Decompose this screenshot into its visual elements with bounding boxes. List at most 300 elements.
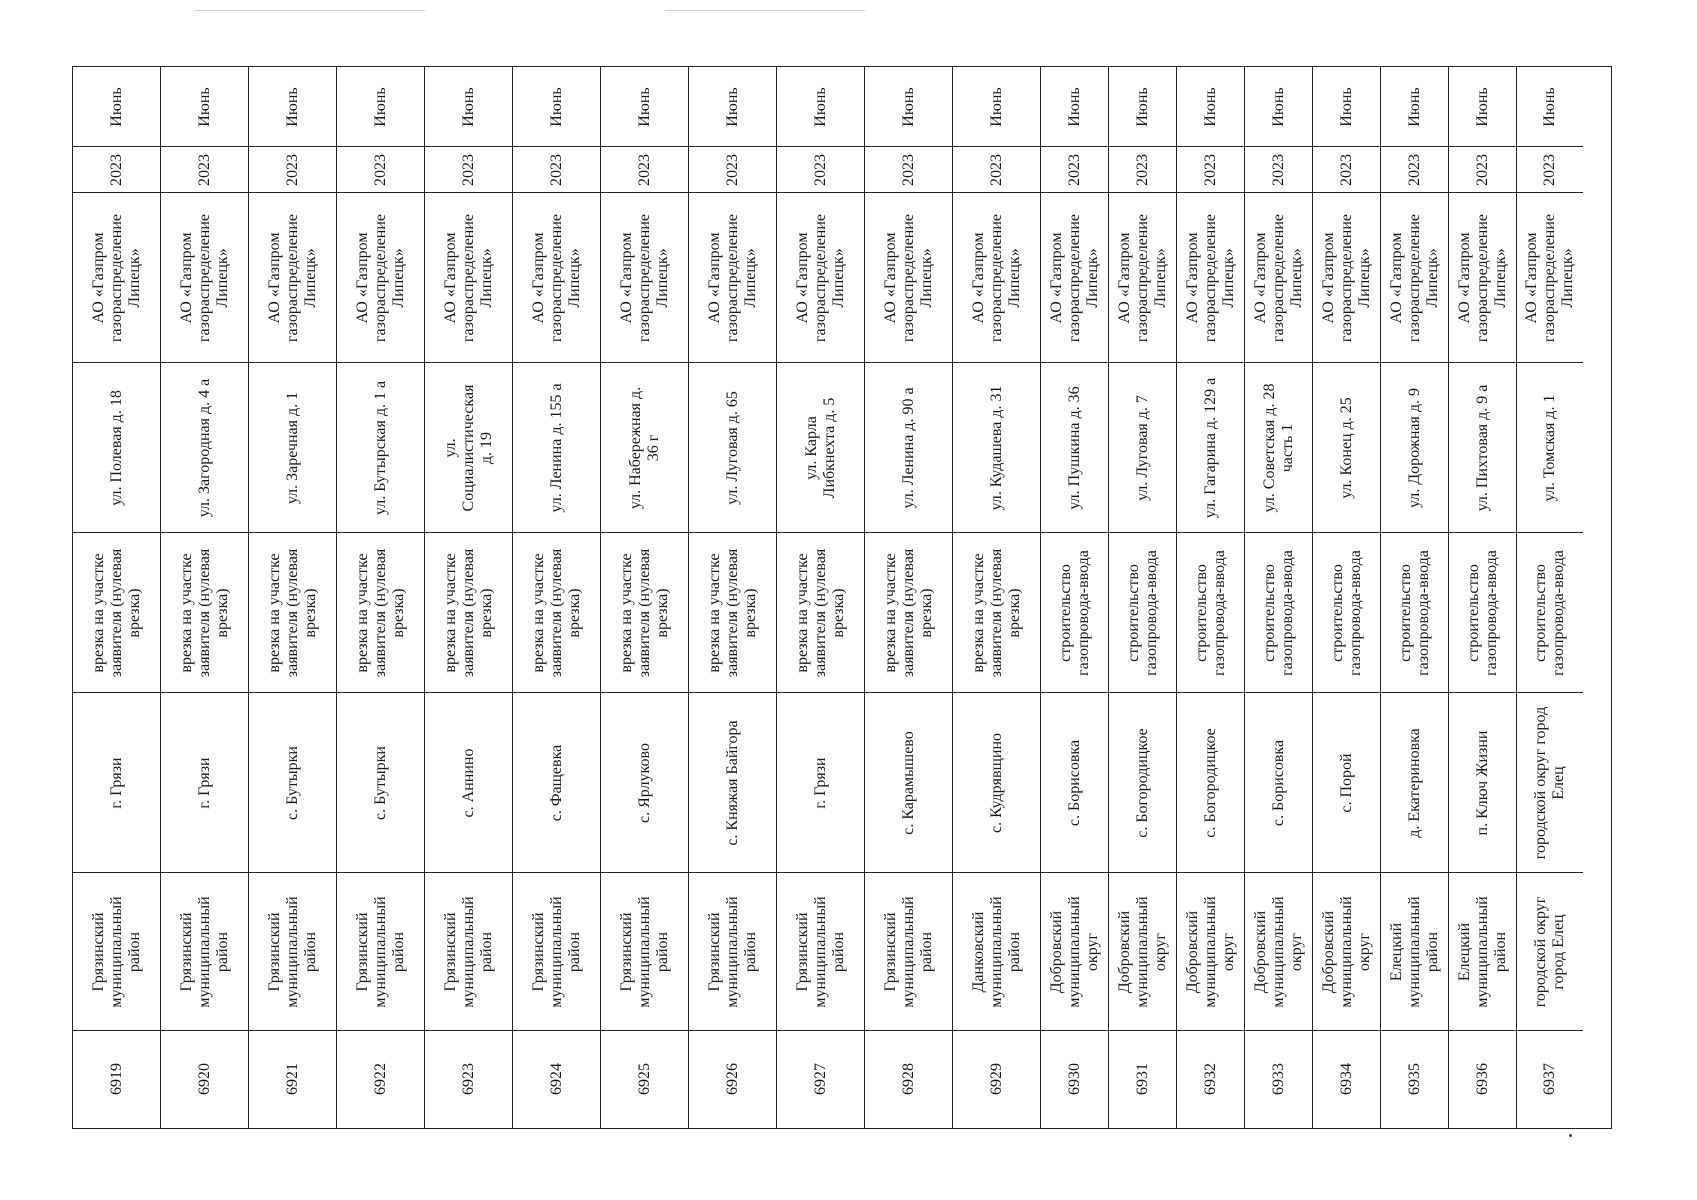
cell-district-text: Грязинский муниципальный район [793, 895, 847, 1008]
cell-month-text: Июнь [547, 86, 565, 127]
cell-district [953, 873, 1040, 1031]
cell-organization [1177, 193, 1244, 363]
cell-work-type [601, 533, 688, 693]
cell-settlement-text: с. Бутырки [283, 745, 301, 820]
cell-year-text: 2023 [1405, 153, 1423, 186]
cell-month-text: Июнь [1269, 86, 1287, 127]
cell-month-text: Июнь [723, 86, 741, 127]
cell-year [337, 147, 424, 193]
cell-address-text: ул. Гагарина д. 129 а [1201, 377, 1219, 518]
cell-settlement [865, 693, 952, 873]
table-row [1109, 67, 1177, 1128]
cell-settlement [777, 693, 864, 873]
cell-address-text: ул. Пихтовая д. 9 а [1473, 384, 1491, 511]
cell-number-text: 6928 [899, 1063, 917, 1095]
cell-work-type-text: строительство газопровода-ввода [1464, 549, 1500, 676]
cell-month-text: Июнь [459, 86, 477, 127]
cell-address-text: ул. Ленина д. 90 а [899, 386, 917, 509]
cell-number-text: 6925 [635, 1063, 653, 1095]
cell-organization-text: АО «Газпром газораспределение Липецк» [1183, 213, 1237, 342]
cell-settlement [1381, 693, 1448, 873]
cell-work-type [865, 533, 952, 693]
cell-organization-text: АО «Газпром газораспределение Липецк» [1387, 213, 1441, 342]
cell-organization-text: АО «Газпром газораспределение Липецк» [1047, 213, 1101, 342]
cell-organization [513, 193, 600, 363]
cell-organization [1449, 193, 1516, 363]
cell-work-type [1109, 533, 1176, 693]
cell-month-text: Июнь [1405, 86, 1423, 127]
cell-district [249, 873, 336, 1031]
cell-address-text: ул. Пушкина д. 36 [1065, 385, 1083, 510]
table-row [249, 67, 337, 1128]
cell-month-text: Июнь [811, 86, 829, 127]
cell-organization [1041, 193, 1108, 363]
cell-organization [337, 193, 424, 363]
cell-month [1109, 67, 1176, 147]
cell-organization-text: АО «Газпром газораспределение Липецк» [1319, 213, 1373, 342]
cell-district-text: Добровский муниципальный округ [1183, 895, 1237, 1008]
cell-organization-text: АО «Газпром газораспределение Липецк» [353, 213, 407, 342]
cell-number [1381, 1031, 1448, 1127]
cell-year-text: 2023 [987, 153, 1005, 186]
cell-work-type [513, 533, 600, 693]
cell-year-text: 2023 [1201, 153, 1219, 186]
cell-year-text: 2023 [195, 153, 213, 186]
cell-month [1177, 67, 1244, 147]
cell-work-type-text: врезка на участке заявителя (нулевая врезка) [441, 548, 495, 677]
cell-number [249, 1031, 336, 1127]
cell-month-text: Июнь [899, 86, 917, 127]
cell-year [249, 147, 336, 193]
cell-district-text: Грязинский муниципальный район [353, 895, 407, 1008]
cell-month [865, 67, 952, 147]
table-row [777, 67, 865, 1128]
cell-year-text: 2023 [1337, 153, 1355, 186]
cell-organization [1381, 193, 1448, 363]
cell-address [1381, 363, 1448, 533]
cell-district [1041, 873, 1108, 1031]
cell-address [1313, 363, 1380, 533]
cell-district-text: Данковский муниципальный район [969, 895, 1023, 1008]
cell-settlement-text: г. Грязи [195, 756, 213, 809]
cell-organization-text: АО «Газпром газораспределение Липецк» [1115, 213, 1169, 342]
cell-year [73, 147, 160, 193]
cell-number [1449, 1031, 1516, 1127]
cell-number-text: 6934 [1337, 1063, 1355, 1095]
cell-work-type [73, 533, 160, 693]
cell-organization-text: АО «Газпром газораспределение Липецк» [969, 213, 1023, 342]
table-row [953, 67, 1041, 1128]
cell-settlement [1177, 693, 1244, 873]
cell-year [1313, 147, 1380, 193]
cell-organization-text: АО «Газпром газораспределение Липецк» [1523, 213, 1576, 342]
cell-address [513, 363, 600, 533]
cell-year-text: 2023 [1269, 153, 1287, 186]
cell-organization [1109, 193, 1176, 363]
cell-month-text: Июнь [1337, 86, 1355, 127]
cell-district [513, 873, 600, 1031]
cell-address-text: ул. Социалистическая д. 19 [441, 384, 495, 511]
cell-district-text: Добровский муниципальный округ [1319, 895, 1373, 1008]
cell-month [689, 67, 776, 147]
cell-settlement-text: с. Ярлуково [635, 742, 653, 823]
cell-settlement [337, 693, 424, 873]
cell-district [1381, 873, 1448, 1031]
cell-number [1109, 1031, 1176, 1127]
cell-number-text: 6933 [1269, 1063, 1287, 1095]
cell-month [1381, 67, 1448, 147]
cell-settlement-text: д. Екатериновка [1405, 727, 1423, 838]
cell-district [161, 873, 248, 1031]
table-row [1381, 67, 1449, 1128]
cell-organization-text: АО «Газпром газораспределение Липецк» [617, 213, 671, 342]
cell-organization [953, 193, 1040, 363]
cell-settlement [601, 693, 688, 873]
cell-settlement [73, 693, 160, 873]
cell-settlement-text: с. Карамышево [899, 730, 917, 835]
cell-address-text: ул. Луговая д. 65 [723, 390, 741, 505]
cell-settlement-text: с. Богородицкое [1133, 727, 1151, 838]
cell-month [1449, 67, 1516, 147]
cell-number [1517, 1031, 1583, 1127]
cell-organization-text: АО «Газпром газораспределение Липецк» [265, 213, 319, 342]
cell-work-type-text: врезка на участке заявителя (нулевая врезка) [353, 548, 407, 677]
cell-address-text: ул. Полевая д. 18 [107, 389, 125, 506]
cell-settlement-text: городской округ город Елец [1532, 706, 1567, 859]
cell-year [1449, 147, 1516, 193]
cell-month [953, 67, 1040, 147]
cell-number [337, 1031, 424, 1127]
cell-number [425, 1031, 512, 1127]
cell-organization [1313, 193, 1380, 363]
cell-settlement [1449, 693, 1516, 873]
cell-settlement-text: с. Борисовка [1269, 739, 1287, 826]
cell-work-type-text: врезка на участке заявителя (нулевая врезка) [969, 548, 1023, 677]
cell-month [1517, 67, 1583, 147]
cell-month-text: Июнь [987, 86, 1005, 127]
cell-organization-text: АО «Газпром газораспределение Липецк» [793, 213, 847, 342]
cell-district-text: Грязинский муниципальный район [265, 895, 319, 1008]
cell-organization [1517, 193, 1583, 363]
cell-settlement [1245, 693, 1312, 873]
cell-work-type-text: врезка на участке заявителя (нулевая врезка) [89, 548, 143, 677]
cell-number-text: 6919 [107, 1063, 125, 1095]
table-row [1245, 67, 1313, 1128]
cell-address [865, 363, 952, 533]
cell-year-text: 2023 [1065, 153, 1083, 186]
cell-year-text: 2023 [371, 153, 389, 186]
cell-district [73, 873, 160, 1031]
cell-work-type [689, 533, 776, 693]
cell-year-text: 2023 [723, 153, 741, 186]
cell-district [1245, 873, 1312, 1031]
cell-address [249, 363, 336, 533]
cell-settlement [1041, 693, 1108, 873]
cell-address [1109, 363, 1176, 533]
cell-district [1177, 873, 1244, 1031]
cell-number-text: 6927 [811, 1063, 829, 1095]
cell-work-type-text: строительство газопровода-ввода [1532, 549, 1567, 676]
cell-number-text: 6926 [723, 1063, 741, 1095]
cell-work-type-text: строительство газопровода-ввода [1260, 549, 1296, 676]
cell-settlement [1517, 693, 1583, 873]
cell-settlement-text: с. Борисовка [1065, 739, 1083, 826]
cell-settlement [513, 693, 600, 873]
cell-address [1449, 363, 1516, 533]
cell-number-text: 6932 [1201, 1063, 1219, 1095]
cell-address-text: ул. Бутырская д. 1 а [371, 380, 389, 515]
cell-address [1517, 363, 1583, 533]
cell-year [601, 147, 688, 193]
cell-month-text: Июнь [1133, 86, 1151, 127]
cell-organization [689, 193, 776, 363]
cell-address [73, 363, 160, 533]
cell-month-text: Июнь [107, 86, 125, 127]
cell-number-text: 6937 [1541, 1063, 1558, 1095]
cell-district-text: Елецкий муниципальный район [1387, 895, 1441, 1008]
cell-work-type [1449, 533, 1516, 693]
cell-district [601, 873, 688, 1031]
cell-settlement [1313, 693, 1380, 873]
cell-number [953, 1031, 1040, 1127]
table-row [513, 67, 601, 1128]
cell-number-text: 6929 [987, 1063, 1005, 1095]
cell-work-type [1381, 533, 1448, 693]
cell-month [1313, 67, 1380, 147]
cell-settlement-text: с. Княжая Байгора [723, 719, 741, 846]
cell-month-text: Июнь [371, 86, 389, 127]
cell-number [1245, 1031, 1312, 1127]
cell-number [1313, 1031, 1380, 1127]
cell-work-type-text: строительство газопровода-ввода [1328, 549, 1364, 676]
cell-organization-text: АО «Газпром газораспределение Липецк» [177, 213, 231, 342]
cell-work-type-text: строительство газопровода-ввода [1124, 549, 1160, 676]
cell-address-text: ул. Томская д. 1 [1541, 394, 1558, 501]
cell-work-type [425, 533, 512, 693]
cell-organization [425, 193, 512, 363]
cell-year [1517, 147, 1583, 193]
cell-address-text: ул. Луговая д. 7 [1133, 394, 1151, 501]
cell-district-text: Добровский муниципальный округ [1251, 895, 1305, 1008]
cell-month [161, 67, 248, 147]
cell-address-text: ул. Карла Либкнехта д. 5 [802, 397, 838, 498]
cell-year-text: 2023 [635, 153, 653, 186]
cell-number [689, 1031, 776, 1127]
cell-organization-text: АО «Газпром газораспределение Липецк» [1455, 213, 1509, 342]
cell-work-type-text: врезка на участке заявителя (нулевая врезка) [265, 548, 319, 677]
table-row [425, 67, 513, 1128]
cell-work-type [1517, 533, 1583, 693]
page-mark [1569, 1134, 1572, 1137]
cell-address [1177, 363, 1244, 533]
cell-settlement-text: с. Кудрявщино [987, 732, 1005, 833]
cell-district [1109, 873, 1176, 1031]
cell-month-text: Июнь [283, 86, 301, 127]
cell-number [601, 1031, 688, 1127]
cell-month-text: Июнь [1473, 86, 1491, 127]
cell-address-text: ул. Дорожная д. 9 [1405, 387, 1423, 508]
cell-settlement [1109, 693, 1176, 873]
cell-year [1381, 147, 1448, 193]
cell-number [1041, 1031, 1108, 1127]
cell-number-text: 6930 [1065, 1063, 1083, 1095]
cell-address [777, 363, 864, 533]
table-row [1041, 67, 1109, 1128]
cell-district-text: Добровский муниципальный округ [1115, 895, 1169, 1008]
cell-address-text: ул. Загородная д. 4 а [195, 378, 213, 517]
table-row [337, 67, 425, 1128]
cell-address [689, 363, 776, 533]
cell-year [689, 147, 776, 193]
cell-work-type [249, 533, 336, 693]
cell-work-type [1245, 533, 1312, 693]
cell-month-text: Июнь [1201, 86, 1219, 127]
cell-settlement-text: г. Грязи [811, 756, 829, 809]
cell-district-text: Елецкий муниципальный район [1455, 895, 1509, 1008]
cell-district [425, 873, 512, 1031]
cell-settlement-text: с. Богородицкое [1201, 727, 1219, 838]
cell-work-type-text: строительство газопровода-ввода [1396, 549, 1432, 676]
cell-address [337, 363, 424, 533]
cell-district [689, 873, 776, 1031]
cell-district-text: Грязинский муниципальный район [881, 895, 935, 1008]
cell-organization-text: АО «Газпром газораспределение Липецк» [881, 213, 935, 342]
cell-organization-text: АО «Газпром газораспределение Липецк» [705, 213, 759, 342]
cell-number-text: 6935 [1405, 1063, 1423, 1095]
cell-address-text: ул. Ленина д. 155 а [547, 382, 565, 513]
cell-district [1449, 873, 1516, 1031]
cell-year [865, 147, 952, 193]
cell-year [1109, 147, 1176, 193]
cell-year [1041, 147, 1108, 193]
cell-organization-text: АО «Газпром газораспределение Липецк» [529, 213, 583, 342]
cell-district-text: Грязинский муниципальный район [89, 895, 143, 1008]
cell-organization-text: АО «Газпром газораспределение Липецк» [441, 213, 495, 342]
cell-number-text: 6924 [547, 1063, 565, 1095]
cell-year-text: 2023 [459, 153, 477, 186]
cell-address-text: ул. Советская д. 28 часть 1 [1260, 383, 1296, 512]
cell-month-text: Июнь [195, 86, 213, 127]
cell-month [425, 67, 512, 147]
data-table [72, 66, 1612, 1129]
cell-year [953, 147, 1040, 193]
cell-year-text: 2023 [283, 153, 301, 186]
cell-work-type-text: врезка на участке заявителя (нулевая врезка) [177, 548, 231, 677]
cell-year-text: 2023 [1473, 153, 1491, 186]
cell-address-text: ул. Кудашева д. 31 [987, 385, 1005, 510]
cell-settlement-text: п. Ключ Жизни [1473, 730, 1491, 835]
cell-number [1177, 1031, 1244, 1127]
cell-address-text: ул. Набережная д. 36 г [626, 386, 662, 509]
cell-address-text: ул. Заречная д. 1 [283, 391, 301, 504]
cell-year [777, 147, 864, 193]
cell-district [1313, 873, 1380, 1031]
cell-work-type-text: врезка на участке заявителя (нулевая врезка) [617, 548, 671, 677]
cell-address [601, 363, 688, 533]
cell-organization [865, 193, 952, 363]
cell-settlement-text: с. Фащевка [547, 744, 565, 821]
cell-number [777, 1031, 864, 1127]
cell-number-text: 6923 [459, 1063, 477, 1095]
cell-address [425, 363, 512, 533]
scan-artifact-line [665, 10, 865, 11]
cell-settlement-text: с. Аннино [459, 748, 477, 817]
cell-month [777, 67, 864, 147]
cell-number [73, 1031, 160, 1127]
cell-year [161, 147, 248, 193]
cell-work-type [161, 533, 248, 693]
cell-year-text: 2023 [1133, 153, 1151, 186]
cell-year [1245, 147, 1312, 193]
cell-work-type [953, 533, 1040, 693]
cell-settlement-text: г. Грязи [107, 756, 125, 809]
cell-work-type [777, 533, 864, 693]
cell-district [865, 873, 952, 1031]
cell-year-text: 2023 [811, 153, 829, 186]
cell-settlement [953, 693, 1040, 873]
cell-settlement-text: с. Порой [1337, 752, 1355, 813]
cell-address [953, 363, 1040, 533]
table-row [689, 67, 777, 1128]
cell-year-text: 2023 [107, 153, 125, 186]
table-row [1177, 67, 1245, 1128]
cell-month [249, 67, 336, 147]
cell-settlement [161, 693, 248, 873]
cell-year-text: 2023 [899, 153, 917, 186]
cell-work-type [1313, 533, 1380, 693]
cell-district-text: Грязинский муниципальный район [617, 895, 671, 1008]
cell-organization [249, 193, 336, 363]
cell-organization-text: АО «Газпром газораспределение Липецк» [1251, 213, 1305, 342]
cell-work-type-text: врезка на участке заявителя (нулевая врезка) [881, 548, 935, 677]
cell-month [1245, 67, 1312, 147]
cell-year [425, 147, 512, 193]
cell-month-text: Июнь [1065, 86, 1083, 127]
cell-month-text: Июнь [635, 86, 653, 127]
cell-address [1041, 363, 1108, 533]
cell-year-text: 2023 [547, 153, 565, 186]
cell-month-text: Июнь [1541, 86, 1558, 127]
table-row [161, 67, 249, 1128]
cell-district [337, 873, 424, 1031]
cell-year-text: 2023 [1541, 153, 1558, 186]
cell-number-text: 6920 [195, 1063, 213, 1095]
table-row [1449, 67, 1517, 1128]
cell-number-text: 6931 [1133, 1063, 1151, 1095]
cell-address-text: ул. Конец д. 25 [1337, 396, 1355, 499]
cell-address [1245, 363, 1312, 533]
table-row [601, 67, 689, 1128]
cell-number-text: 6922 [371, 1063, 389, 1095]
cell-district [777, 873, 864, 1031]
cell-month [601, 67, 688, 147]
table-row [1313, 67, 1381, 1128]
cell-district-text: Грязинский муниципальный район [705, 895, 759, 1008]
scan-artifact-line [195, 10, 425, 11]
cell-work-type [1041, 533, 1108, 693]
cell-organization [73, 193, 160, 363]
cell-year [513, 147, 600, 193]
cell-settlement [249, 693, 336, 873]
cell-number-text: 6921 [283, 1063, 301, 1095]
cell-month [513, 67, 600, 147]
cell-address [161, 363, 248, 533]
cell-work-type-text: строительство газопровода-ввода [1056, 549, 1092, 676]
cell-work-type-text: врезка на участке заявителя (нулевая врезка) [705, 548, 759, 677]
cell-settlement-text: с. Бутырки [371, 745, 389, 820]
cell-organization [1245, 193, 1312, 363]
cell-number [161, 1031, 248, 1127]
